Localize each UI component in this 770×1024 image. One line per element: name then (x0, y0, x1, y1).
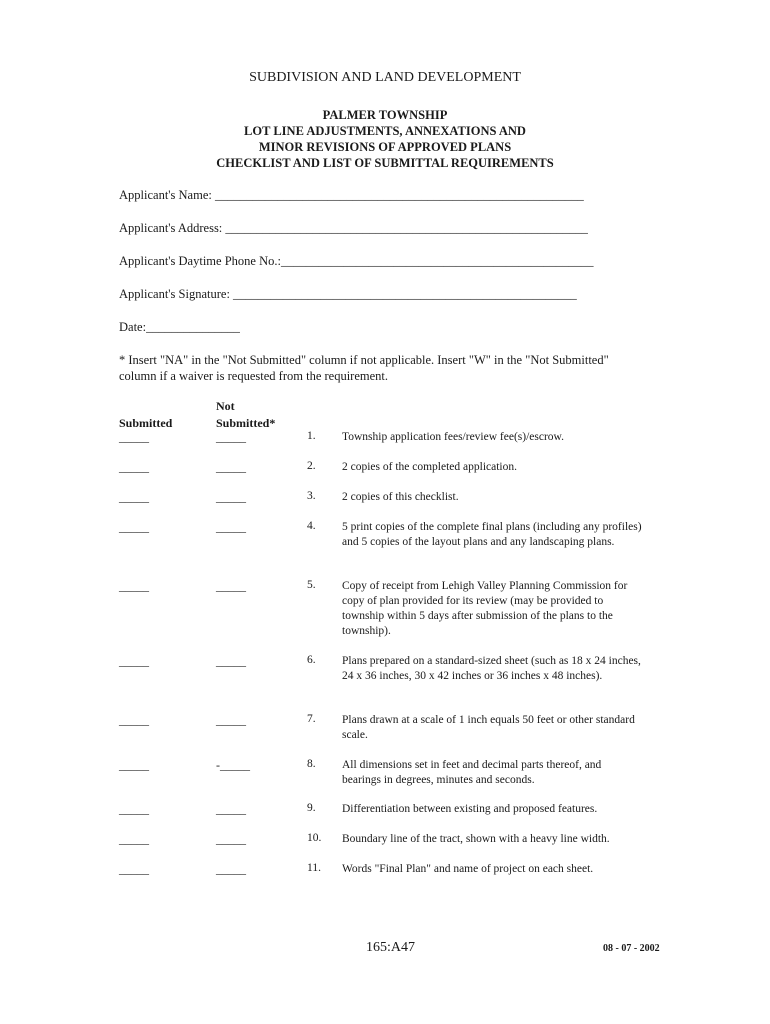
item-6-not-submitted-blank[interactable]: _____ (216, 654, 246, 668)
item-4-not-submitted-blank[interactable]: _____ (216, 520, 246, 534)
item-10-text: Boundary line of the tract, shown with a heavy line width. (342, 833, 610, 845)
not-submitted-header-line-1: Not (216, 399, 235, 413)
subtitle-line-4: CHECKLIST AND LIST OF SUBMITTAL REQUIREMENTS (216, 156, 554, 170)
item-8-submitted-blank[interactable]: _____ (119, 758, 149, 772)
page-code: 165:A47 (366, 940, 415, 955)
item-11-text: Words "Final Plan" and name of project on each sheet. (342, 863, 594, 875)
applicant-name-field[interactable]: Applicant's Name: ___________________________________________________________ (119, 188, 584, 202)
item-7-text: Plans drawn at a scale of 1 inch equals 50 feet or other standard scale. (342, 714, 635, 741)
subtitle-line-2: LOT LINE ADJUSTMENTS, ANNEXATIONS AND (244, 124, 526, 138)
item-2-text: 2 copies of the completed application. (342, 461, 517, 473)
item-11-number: 11. (307, 862, 321, 874)
revision-date: 08 - 07 - 2002 (603, 943, 660, 954)
item-9-number: 9. (307, 802, 316, 814)
item-10-not-submitted-blank[interactable]: _____ (216, 832, 246, 846)
item-5-text: Copy of receipt from Lehigh Valley Planning Commission for copy of plan provided for its review (may be provided to township within 5 days after submission of the plans to the township). (342, 580, 628, 637)
item-5-number: 5. (307, 579, 316, 591)
not-submitted-header-line-2: Submitted* (216, 416, 276, 430)
item-11-not-submitted-blank[interactable]: _____ (216, 862, 246, 876)
item-9-not-submitted-blank[interactable]: _____ (216, 802, 246, 816)
applicant-address-field[interactable]: Applicant's Address: __________________________________________________________ (119, 221, 588, 235)
item-3-not-submitted-blank[interactable]: _____ (216, 490, 246, 504)
document-title: SUBDIVISION AND LAND DEVELOPMENT (249, 70, 521, 85)
subtitle-line-1: PALMER TOWNSHIP (322, 108, 448, 122)
item-2-not-submitted-blank[interactable]: _____ (216, 460, 246, 474)
item-3-submitted-blank[interactable]: _____ (119, 490, 149, 504)
item-6-number: 6. (307, 654, 316, 666)
item-2-number: 2. (307, 460, 316, 472)
item-4-submitted-blank[interactable]: _____ (119, 520, 149, 534)
applicant-phone-field[interactable]: Applicant's Daytime Phone No.:__________________________________________________ (119, 254, 594, 268)
item-4-number: 4. (307, 520, 316, 532)
date-field[interactable]: Date:_______________ (119, 320, 240, 334)
item-8-number: 8. (307, 758, 316, 770)
item-1-not-submitted-blank[interactable]: _____ (216, 430, 246, 444)
item-8-not-submitted-blank[interactable]: -_____ (216, 758, 250, 772)
item-6-text: Plans prepared on a standard-sized sheet (such as 18 x 24 inches, 24 x 36 inches, 30 x 42 inches or 36 inches x 48 inches). (342, 655, 641, 682)
item-9-text: Differentiation between existing and proposed features. (342, 803, 598, 815)
item-10-number: 10. (307, 832, 322, 844)
item-9-submitted-blank[interactable]: _____ (119, 802, 149, 816)
instruction-note: * Insert "NA" in the "Not Submitted" column if not applicable. Insert "W" in the "Not Submitted" column if a waiver is requested from the requirement. (119, 353, 609, 383)
submitted-column-header: Submitted (119, 416, 173, 430)
item-7-not-submitted-blank[interactable]: _____ (216, 713, 246, 727)
item-1-submitted-blank[interactable]: _____ (119, 430, 149, 444)
item-8-text: All dimensions set in feet and decimal parts thereof, and bearings in degrees, minutes and seconds. (342, 759, 602, 786)
item-3-number: 3. (307, 490, 316, 502)
item-3-text: 2 copies of this checklist. (342, 491, 459, 503)
item-4-text: 5 print copies of the complete final plans (including any profiles) and 5 copies of the layout plans and any landscaping plans. (342, 521, 642, 548)
item-1-number: 1. (307, 430, 316, 442)
item-6-submitted-blank[interactable]: _____ (119, 654, 149, 668)
item-2-submitted-blank[interactable]: _____ (119, 460, 149, 474)
item-7-submitted-blank[interactable]: _____ (119, 713, 149, 727)
item-5-submitted-blank[interactable]: _____ (119, 579, 149, 593)
item-11-submitted-blank[interactable]: _____ (119, 862, 149, 876)
item-1-text: Township application fees/review fee(s)/escrow. (342, 431, 564, 443)
item-7-number: 7. (307, 713, 316, 725)
applicant-signature-field[interactable]: Applicant's Signature: _______________________________________________________ (119, 287, 577, 301)
item-5-not-submitted-blank[interactable]: _____ (216, 579, 246, 593)
subtitle-line-3: MINOR REVISIONS OF APPROVED PLANS (258, 140, 512, 154)
item-10-submitted-blank[interactable]: _____ (119, 832, 149, 846)
